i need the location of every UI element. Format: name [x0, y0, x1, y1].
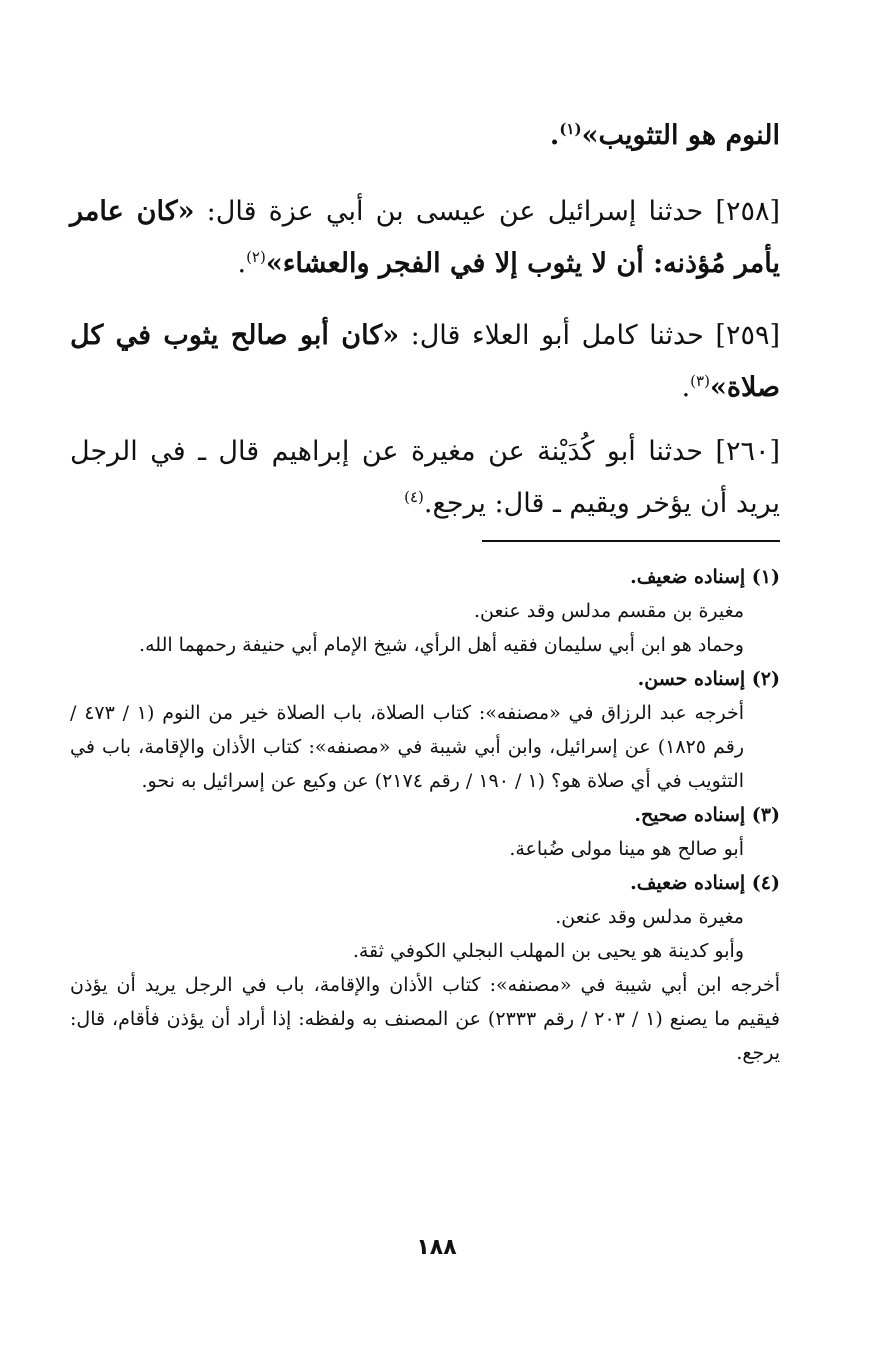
footnote-ref: (٣): [690, 372, 710, 390]
footnote-4-tail: أخرجه ابن أبي شيبة في «مصنفه»: كتاب الأذان والإقامة، باب في الرجل يريد أن يؤذن فيقيم ما يصنع (١ / ٢٠٣ / رقم ٢٣٣٣) عن المصنف به ولفظه: إذا أراد أن يؤذن فأقام، قال: يرجع.: [70, 974, 780, 1064]
main-paragraph-0: النوم هو التثويب»$^{(١)}$.: [549, 120, 780, 151]
footnote-1-line: مغيرة بن مقسم مدلس وقد عنعن.: [474, 600, 744, 622]
footnote-2-head: (٢) إسناده حسن.: [637, 668, 780, 690]
footnote-2-line: أخرجه عبد الرزاق في «مصنفه»: كتاب الصلاة، باب الصلاة خير من النوم (١ / ٤٧٣ / رقم ١٨٢٥) عن إسرائيل، وابن أبي شيبة في «مصنفه»: كتاب الأذان والإقامة، باب في التثويب في أي صلاة هو؟ (١ / ١٩٠ / رقم ٢١٧٤) عن وكيع عن إسرائيل به نحو.: [70, 702, 744, 792]
footnote-ref: (٤): [404, 488, 424, 506]
page-number: ١٨٨: [416, 1235, 457, 1260]
hadith-quote: «كان عامر يأمر مُؤذنه: أن لا يثوب إلا في الفجر والعشاء»: [70, 196, 780, 279]
main-paragraph-259: [٢٥٩] حدثنا كامل أبو العلاء قال: «كان أبو صالح يثوب في كل صلاة»$^{(٣)}$.: [70, 320, 780, 403]
main-paragraph-260: [70, 426, 780, 530]
hadith-text: [٢٦٠] حدثنا أبو كُدَيْنة عن مغيرة عن إبراهيم قال ـ في الرجل يريد أن يؤخر ويقيم ـ قال: يرجع.: [70, 436, 780, 519]
footnotes: [70, 560, 780, 1070]
footnote-4-head: (٤) إسناده ضعيف.: [630, 872, 780, 894]
footnote-ref: (١): [559, 120, 582, 138]
footnote-divider: [482, 540, 780, 542]
main-text: النوم هو التثويب»: [581, 120, 780, 151]
footnote-3-line: أبو صالح هو مينا مولى ضُباعة.: [509, 838, 744, 860]
footnote-4-line: مغيرة مدلس وقد عنعن.: [555, 906, 744, 928]
footnote-4-line: وأبو كدينة هو يحيى بن المهلب البجلي الكوفي ثقة.: [352, 940, 744, 962]
main-paragraph-258: [٢٥٨] حدثنا إسرائيل عن عيسى بن أبي عزة قال: «كان عامر يأمر مُؤذنه: أن لا يثوب إلا في الفجر والعشاء»$^{(٢)}$.: [70, 196, 780, 279]
footnote-ref: (٢): [246, 248, 266, 266]
hadith-lead: [٢٥٩] حدثنا كامل أبو العلاء قال:: [399, 320, 780, 351]
footnote-3-head: (٣) إسناده صحيح.: [634, 804, 780, 826]
footnote-1-head: (١) إسناده ضعيف.: [630, 566, 780, 588]
footnote-1-line: وحماد هو ابن أبي سليمان فقيه أهل الرأي، شيخ الإمام أبي حنيفة رحمهما الله.: [139, 634, 744, 656]
hadith-quote: «كان أبو صالح يثوب في كل صلاة»: [70, 320, 780, 403]
hadith-lead: [٢٥٨] حدثنا إسرائيل عن عيسى بن أبي عزة قال:: [194, 196, 780, 227]
